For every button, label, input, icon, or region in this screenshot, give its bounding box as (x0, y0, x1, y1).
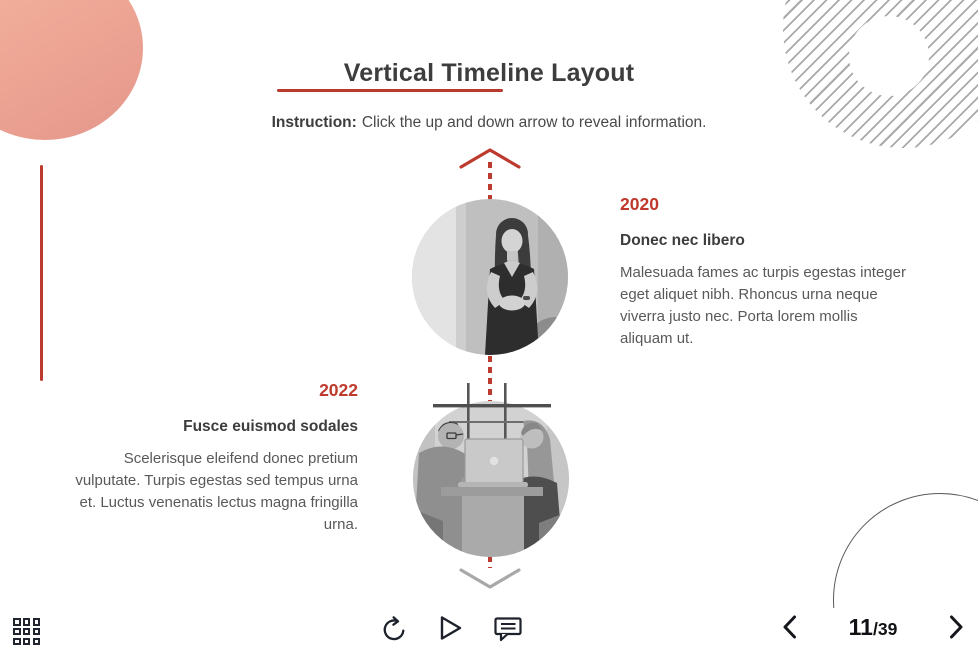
red-accent-line (40, 165, 43, 381)
entry-year: 2020 (620, 194, 659, 214)
entry-heading: Donec nec libero (620, 232, 745, 249)
chevron-down-icon[interactable] (458, 565, 522, 591)
title-underline (277, 89, 503, 92)
page-title: Vertical Timeline Layout (343, 58, 635, 87)
chevron-up-icon[interactable] (458, 146, 522, 172)
timeline-entry-2020 (620, 194, 912, 350)
entry-body: Scelerisque eleifend donec pretium vulputate. Turpis egestas sed tempus urna et. Luctus venenatis lectus magna fringilla urna. (75, 450, 358, 533)
entry-body: Malesuada fames ac turpis egestas integer eget aliquet nibh. Rhoncus urna neque viverra justo nec. Porta lorem mollis aliquam ut. (620, 264, 906, 347)
instruction-text: Instruction: Click the up and down arrow to reveal information. (271, 114, 707, 131)
play-icon[interactable] (436, 614, 464, 642)
comments-icon[interactable] (493, 614, 523, 642)
grid-menu-icon[interactable] (13, 618, 40, 645)
chevron-left-icon[interactable] (780, 612, 799, 642)
entry-heading: Fusce euismod sodales (183, 418, 358, 435)
timeline-entry-2022 (58, 380, 358, 536)
replay-icon[interactable] (381, 614, 407, 642)
grayscale-portrait-woman-presenting (412, 199, 568, 355)
outline-circle-decoration (820, 490, 978, 608)
chevron-right-icon[interactable] (947, 612, 966, 642)
slide-pagination (780, 612, 966, 642)
current-slide-number: 11 (848, 613, 873, 640)
entry-year: 2022 (319, 380, 358, 400)
timeline-photo-2020 (412, 199, 568, 355)
page-counter: 11/39 (848, 613, 898, 640)
total-slide-number: 39 (877, 618, 898, 639)
timeline-photo-2022 (413, 381, 569, 559)
player-controls (381, 614, 523, 642)
instruction-label: Instruction: (271, 114, 357, 131)
